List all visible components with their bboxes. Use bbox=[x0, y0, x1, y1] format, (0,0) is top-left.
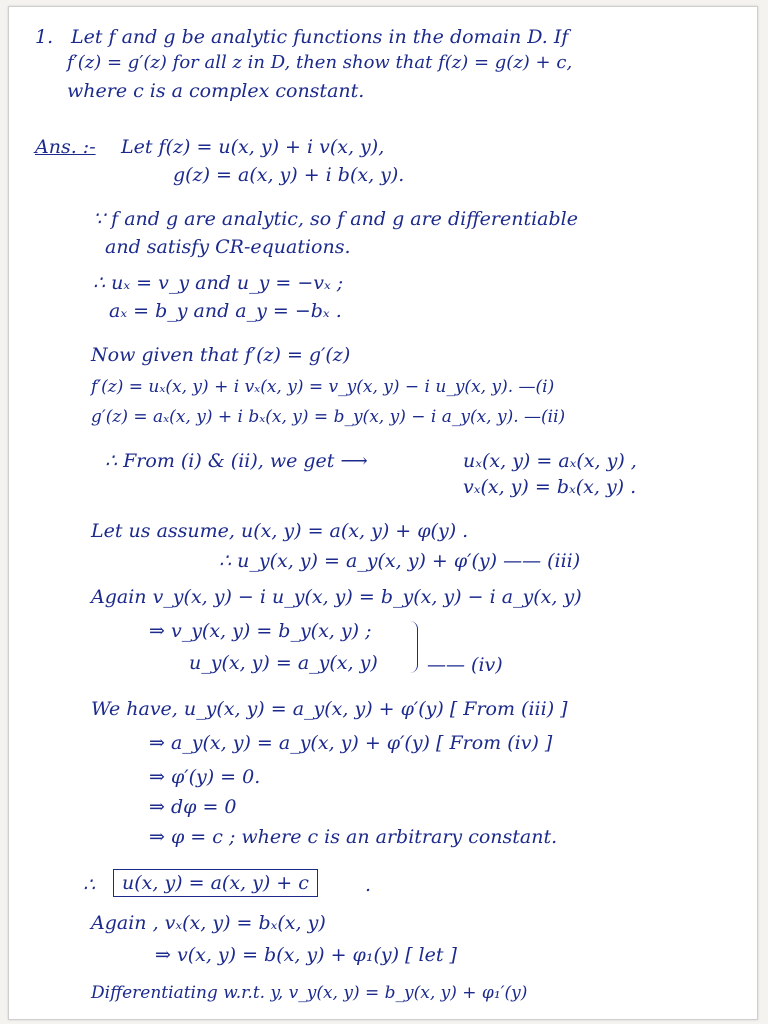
answer-line: Again , vₓ(x, y) = bₓ(x, y) bbox=[91, 912, 326, 934]
answer-line: ⇒ a_y(x, y) = a_y(x, y) + φ′(y) [ From (iv) ] bbox=[149, 732, 553, 754]
answer-line: ∴ u_y(x, y) = a_y(x, y) + φ′(y) —— (iii) bbox=[219, 550, 581, 572]
answer-line: ⇒ φ = c ; where c is an arbitrary constant. bbox=[149, 826, 558, 848]
answer-line: Differentiating w.r.t. y, v_y(x, y) = b_y(x, y) + φ₁′(y) bbox=[91, 983, 528, 1003]
answer-line: ⇒ dφ = 0 bbox=[149, 796, 237, 818]
answer-line: Now given that f′(z) = g′(z) bbox=[91, 344, 351, 366]
answer-line: Let us assume, u(x, y) = a(x, y) + φ(y) . bbox=[91, 520, 469, 542]
answer-line: ⇒ φ′(y) = 0. bbox=[149, 766, 261, 788]
answer-line: aₓ = b_y and a_y = −bₓ . bbox=[109, 300, 342, 322]
question-number: 1. bbox=[35, 26, 54, 48]
answer-label: Ans. :- bbox=[35, 136, 96, 158]
answer-line: and satisfy CR-equations. bbox=[105, 236, 351, 258]
answer-line: g′(z) = aₓ(x, y) + i bₓ(x, y) = b_y(x, y) − i a_y(x, y). —(ii) bbox=[91, 407, 566, 427]
notebook-page bbox=[8, 6, 758, 1020]
answer-line: —— (iv) bbox=[427, 654, 503, 676]
boxed-result: u(x, y) = a(x, y) + c bbox=[113, 869, 318, 897]
answer-line: uₓ(x, y) = aₓ(x, y) , bbox=[463, 450, 637, 472]
answer-line: vₓ(x, y) = bₓ(x, y) . bbox=[463, 476, 637, 498]
question-line-2: f′(z) = g′(z) for all z in D, then show that f(z) = g(z) + c, bbox=[67, 52, 573, 73]
question-line-1: Let f and g be analytic functions in the domain D. If bbox=[71, 26, 569, 48]
answer-line: ⇒ v_y(x, y) = b_y(x, y) ; bbox=[149, 620, 372, 642]
answer-line: Let f(z) = u(x, y) + i v(x, y), bbox=[121, 136, 385, 158]
answer-line: ∵ f and g are analytic, so f and g are differentiable bbox=[93, 208, 578, 230]
answer-line: ∴ bbox=[83, 874, 96, 896]
answer-line: ∴ From (i) & (ii), we get ⟶ bbox=[105, 450, 368, 472]
answer-line: f′(z) = uₓ(x, y) + i vₓ(x, y) = v_y(x, y) − i u_y(x, y). —(i) bbox=[91, 377, 555, 397]
answer-line: ∴ uₓ = v_y and u_y = −vₓ ; bbox=[93, 272, 344, 294]
answer-line: Again v_y(x, y) − i u_y(x, y) = b_y(x, y) − i a_y(x, y) bbox=[91, 586, 582, 608]
answer-line: ⇒ v(x, y) = b(x, y) + φ₁(y) [ let ] bbox=[155, 944, 457, 966]
brace bbox=[409, 621, 418, 673]
answer-line: g(z) = a(x, y) + i b(x, y). bbox=[173, 164, 405, 186]
question-line-3: where c is a complex constant. bbox=[67, 80, 365, 102]
answer-line: . bbox=[365, 874, 372, 896]
answer-line: We have, u_y(x, y) = a_y(x, y) + φ′(y) [ From (iii) ] bbox=[91, 698, 568, 720]
answer-line: u_y(x, y) = a_y(x, y) bbox=[189, 652, 378, 674]
